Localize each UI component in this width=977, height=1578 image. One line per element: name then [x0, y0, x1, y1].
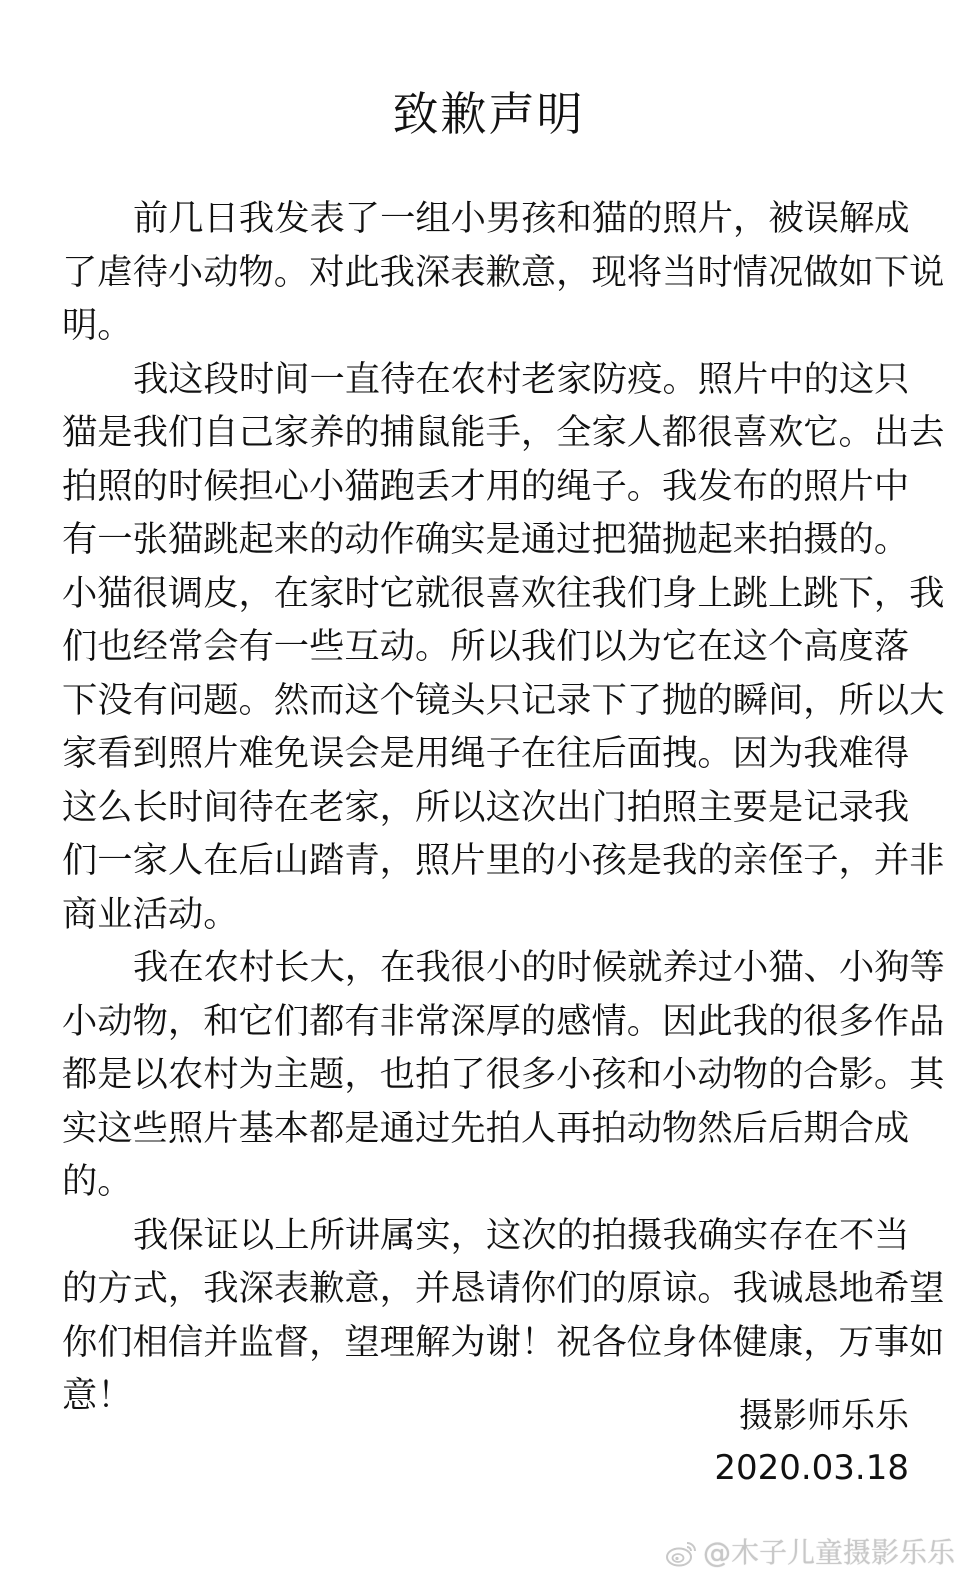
text-line: 家看到照片难免误会是用绳子在往后面拽。因为我难得	[62, 733, 910, 774]
text-line: 拍照的时候担心小猫跑丢才用的绳子。我发布的照片中	[62, 465, 910, 507]
text-line: 有一张猫跳起来的动作确实是通过把猫抛起来拍摄的。	[62, 519, 910, 560]
text-line: 商业活动。	[62, 893, 239, 935]
text-line: 的方式，我深表歉意，并恳请你们的原谅。我诚恳地希望	[62, 1268, 945, 1309]
signature-block	[714, 1390, 909, 1494]
text-line: 都是以农村为主题，也拍了很多小孩和小动物的合影。其	[62, 1054, 945, 1095]
text-line: 我这段时间一直待在农村老家防疫。照片中的这只	[133, 358, 910, 400]
text-line: 我在农村长大，在我很小的时候就养过小猫、小狗等	[133, 947, 945, 988]
paragraph-2	[62, 353, 945, 942]
watermark-text: @木子儿童摄影乐乐	[702, 1536, 955, 1569]
text-line: 意！	[62, 1375, 133, 1416]
text-line: 这么长时间待在老家，所以这次出门拍照主要是记录我	[62, 786, 910, 828]
document-title: 致歉声明	[392, 87, 585, 141]
text-line: 们一家人在后山踏青，照片里的小孩是我的亲侄子，并非	[62, 840, 945, 881]
text-line: 实这些照片基本都是通过先拍人再拍动物然后后期合成	[62, 1107, 910, 1149]
weibo-watermark	[665, 1535, 955, 1571]
paragraph-1	[62, 192, 945, 353]
text-line: 小动物，和它们都有非常深厚的感情。因此我的很多作品	[62, 1000, 945, 1042]
text-line: 的。	[62, 1161, 133, 1202]
text-line: 你们相信并监督，望理解为谢！祝各位身体健康，万事如	[62, 1321, 945, 1363]
text-line: 了虐待小动物。对此我深表歉意，现将当时情况做如下说	[62, 251, 945, 293]
text-line: 猫是我们自己家养的捕鼠能手，全家人都很喜欢它。出去	[62, 412, 945, 453]
statement-body	[62, 192, 945, 1423]
weibo-icon	[665, 1538, 699, 1568]
text-line: 明。	[62, 305, 133, 346]
text-line: 小猫很调皮，在家时它就很喜欢往我们身上跳上跳下，我	[62, 572, 945, 614]
signature-date: 2020.03.18	[714, 1448, 909, 1488]
text-line: 前几日我发表了一组小男孩和猫的照片，被误解成	[133, 198, 910, 239]
text-line: 们也经常会有一些互动。所以我们以为它在这个高度落	[62, 626, 910, 667]
paragraph-3	[62, 941, 945, 1209]
text-line: 下没有问题。然而这个镜头只记录下了抛的瞬间，所以大	[62, 679, 945, 721]
signature-name: 摄影师乐乐	[739, 1396, 909, 1436]
text-line: 我保证以上所讲属实，这次的拍摄我确实存在不当	[133, 1214, 910, 1256]
